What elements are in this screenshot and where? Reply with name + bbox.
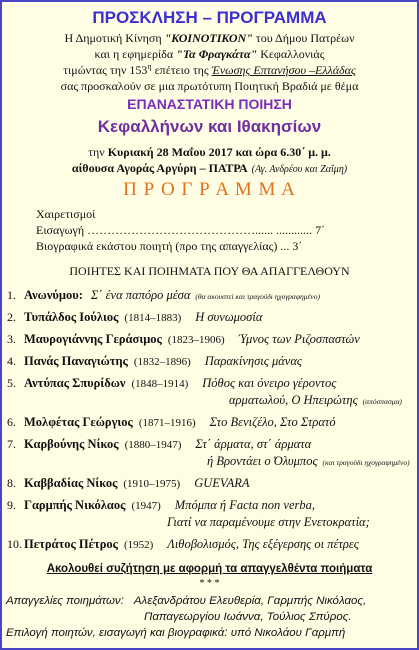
- newspaper-line-suffix: Κεφαλλονιάς: [257, 47, 325, 61]
- poet-item-line: [7, 497, 417, 514]
- separator-stars: * * *: [199, 578, 220, 589]
- venue-name: αίθουσα Αγοράς Αργύρη – ΠΑΤΡΑ: [71, 161, 248, 175]
- poem-title: Μπόμπα ή Facta non verba,: [174, 498, 315, 512]
- organizer-line-prefix: Η Δημοτική Κίνηση: [64, 31, 165, 45]
- poet-item-line: [7, 414, 417, 431]
- event-date-value: Κυριακή 28 Μαΐου 2017 και ώρα 6.30΄ μ. μ.: [107, 145, 331, 159]
- poem-title: Παρακίνησις μάνας: [204, 354, 302, 368]
- poet-name: Ανωνύμου:: [24, 288, 83, 302]
- poet-item-continuation: [7, 392, 417, 409]
- poet-years: (1880–1947): [124, 439, 182, 451]
- poet-item-continuation: [7, 453, 417, 470]
- poet-name: Τυπάλδος Ιούλιος: [24, 310, 119, 324]
- poem-title: Πόθος και όνειρο γέροντος: [202, 376, 337, 390]
- poster-title: ΠΡΟΣΚΛΗΣΗ – ΠΡΟΓΡΑΜΜΑ: [92, 8, 327, 27]
- item-number: 4.: [7, 354, 16, 368]
- poet-years: (1952): [123, 539, 154, 551]
- poet-years: (1814–1883): [124, 312, 182, 324]
- program-heading: Π Ρ Ο Γ Ρ Α Μ Μ Α: [123, 179, 296, 200]
- poet-name: Μαυρογιάννης Γεράσιμος: [24, 332, 162, 346]
- poet-item: [2, 497, 417, 531]
- theme-title: ΕΠΑΝΑΣΤΑΤΙΚΗ ΠΟΙΗΣΗ: [127, 96, 292, 112]
- poet-name: Μολφέτας Γεώργιος: [24, 415, 133, 429]
- invite-line: σας προσκαλούν σε μια πρωτότυπη Ποιητική Βραδιά με θέμα: [60, 79, 359, 93]
- event-venue: [2, 160, 417, 176]
- organizer-name: "ΚΟΙΝΟΤΙΚΟΝ": [164, 31, 253, 45]
- credits-line: Επιλογή ποιητών, εισαγωγή και βιογραφικά: υπό Νικολάου Γαρμπή: [6, 627, 346, 639]
- poem-title-continued: ή Βροντάει ο Όλυμπος: [207, 454, 318, 468]
- poem-title: Η συνωμοσία: [195, 310, 263, 324]
- event-date-prefix: την: [88, 145, 108, 159]
- poet-item: [2, 436, 417, 470]
- item-number: 3.: [7, 332, 16, 346]
- poet-item: [2, 536, 417, 553]
- poet-item: [2, 414, 417, 431]
- poets-heading: ΠΟΙΗΤΕΣ ΚΑΙ ΠΟΙΗΜΑΤΑ ΠΟΥ ΘΑ ΑΠΑΓΓΕΛΘΟΥΝ: [69, 264, 350, 278]
- poet-item: [2, 375, 417, 409]
- poet-years: (1871–1916): [138, 417, 196, 429]
- poem-title: Στ΄ άρματα, στ΄ άρματα: [195, 437, 312, 451]
- reciters-line-continued: Παπαγεωργίου Ιωάννα, Τούλιος Σπύρος.: [144, 611, 352, 623]
- poem-title: Λιθοβολισμός, Της εξέγερσης οι πέτρες: [167, 537, 359, 551]
- poet-item-line: [7, 309, 417, 326]
- poem-title: GUEVARA: [194, 476, 250, 490]
- item-number: 5.: [7, 376, 16, 390]
- item-number: 10.: [7, 537, 22, 551]
- program-biographies: Βιογραφικά εκάστου ποιητή (προ της απαγγελίας) ... 3΄: [36, 239, 303, 253]
- item-number: 2.: [7, 310, 16, 324]
- poem-title: Στο Βενιζέλο, Στο Στρατό: [209, 415, 336, 429]
- newspaper-line: [2, 46, 417, 62]
- poet-item-line: [7, 536, 417, 553]
- poem-note: (και τραγούδι ηχογραφημένο): [322, 458, 410, 467]
- poet-item: [2, 475, 417, 492]
- poem-title: Σ΄ ένα παπόρο μέσα: [90, 288, 191, 302]
- poet-name: Καββαδίας Νίκος: [24, 476, 118, 490]
- anniversary-line-prefix: τιμώντας την 153: [63, 63, 148, 77]
- poem-title-continued: αρματωλού, Ο Ηπειρώτης: [229, 393, 358, 407]
- item-number: 8.: [7, 476, 16, 490]
- poet-years: (1848–1914): [131, 378, 189, 390]
- poet-item-continuation: [7, 514, 417, 531]
- theme-subtitle: Κεφαλλήνων και Ιθακησίων: [97, 117, 322, 136]
- poet-item-line: [7, 375, 417, 392]
- poet-name: Πετράτος Πέτρος: [24, 537, 118, 551]
- poet-item: [2, 353, 417, 370]
- poet-years: (1823–1906): [167, 334, 225, 346]
- anniversary-line: [2, 62, 417, 78]
- poet-item: [2, 309, 417, 326]
- poem-note: (απόσπασμα): [362, 397, 402, 406]
- ordinal-superscript: η: [147, 62, 152, 71]
- item-number: 1.: [7, 288, 16, 302]
- program-greetings: Χαιρετισμοί: [36, 207, 96, 221]
- discussion-note: Ακολουθεί συζήτηση με αφορμή τα απαγγελθέντα ποιήματα: [46, 563, 373, 575]
- anniversary-line-middle: επέτειο της: [151, 63, 212, 77]
- poet-item-line: [7, 475, 417, 492]
- poet-years: (1910–1975): [123, 478, 181, 490]
- poet-name: Αντύπας Σπυρίδων: [24, 376, 126, 390]
- organizer-line-suffix: του Δήμου Πατρέων: [252, 31, 355, 45]
- poem-title-continued: Γιατί να παραμένουμε στην Ενετοκρατία;: [167, 515, 370, 529]
- poem-note: (θα ακουστεί και τραγούδι ηχογραφημένο): [195, 292, 321, 301]
- poet-name: Γαρμπής Νικόλαος: [24, 498, 126, 512]
- item-number: 7.: [7, 437, 16, 451]
- reciters-label: Απαγγελίες ποιημάτων:: [6, 595, 124, 607]
- poet-name: Καρβούνης Νίκος: [24, 437, 119, 451]
- poet-years: (1947): [131, 500, 161, 512]
- reciters-names: Αλεξανδράτου Ελευθερία, Γαρμπής Νικόλαος,: [133, 595, 367, 607]
- poet-item-line: [7, 287, 417, 304]
- poet-item-line: [7, 331, 417, 348]
- poet-years: (1832–1896): [133, 356, 191, 368]
- venue-address: (Αγ. Ανδρέου και Ζαΐμη): [251, 164, 348, 175]
- poet-item-line: [7, 436, 417, 453]
- poet-item: [2, 287, 417, 304]
- union-emphasis: Ένωσης Επτανήσου –Ελλάδας: [211, 63, 356, 77]
- reciters-line: [2, 593, 417, 609]
- event-date: [2, 144, 417, 160]
- organizer-line: [2, 30, 417, 46]
- poem-title: Ύμνος των Ριζοσπαστών: [238, 332, 360, 346]
- poet-item-line: [7, 353, 417, 370]
- newspaper-name: "Τα Φραγκάτα": [176, 47, 258, 61]
- poet-item: [2, 331, 417, 348]
- program-introduction: Εισαγωγή ……………………………………...... ............ 7΄: [36, 223, 326, 237]
- item-number: 6.: [7, 415, 16, 429]
- poet-name: Πανάς Παναγιώτης: [24, 354, 128, 368]
- item-number: 9.: [7, 498, 16, 512]
- newspaper-line-prefix: και η εφημερίδα: [94, 47, 177, 61]
